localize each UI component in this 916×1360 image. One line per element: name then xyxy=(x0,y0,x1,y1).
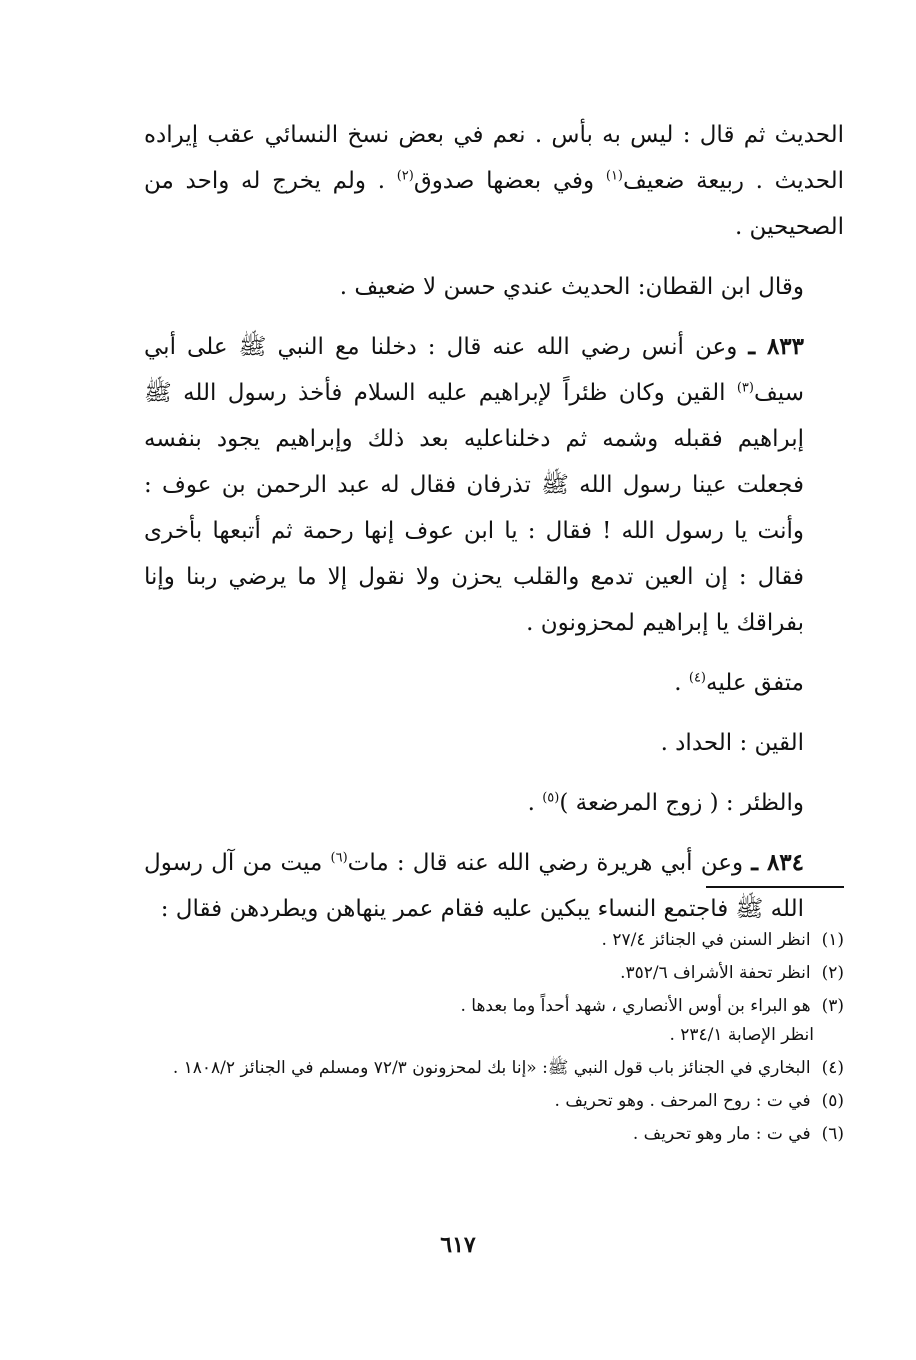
takhrij-text: . xyxy=(674,670,689,696)
paragraph-text: . ولم يخرج له واحد من الصحيحين . xyxy=(144,168,844,240)
page-number: ٦١٧ xyxy=(440,1232,476,1258)
footnote-number: (٢) xyxy=(821,963,844,983)
footnote-2 xyxy=(144,959,844,988)
gloss-text: والظئر : ( زوج المرضعة ) xyxy=(559,790,804,816)
hadith-text: وعن أنس رضي الله عنه قال : دخلنا مع النبي ﷺ على أبي سيف xyxy=(144,334,804,406)
footnote-ref-5: (٥) xyxy=(542,790,560,806)
footnote-number: (١) xyxy=(821,930,844,950)
takhrij-text: متفق عليه xyxy=(706,670,804,696)
hadith-text: ميت من آل رسول الله ﷺ فاجتمع النساء يبكين عليه فقام عمر ينهاهن ويطردهن فقال : xyxy=(144,850,804,922)
footnote-3 xyxy=(144,992,844,1050)
main-text xyxy=(144,112,844,932)
footnote-number: (٣) xyxy=(821,996,844,1016)
footnote-text: في ت : روح المرحف . وهو تحريف . xyxy=(554,1091,811,1111)
footnote-number: (٦) xyxy=(821,1124,844,1144)
gloss-qayn: القين : الحداد . xyxy=(660,730,804,756)
gloss-text: . xyxy=(527,790,543,816)
footnote-5 xyxy=(144,1087,844,1116)
footnote-number: (٤) xyxy=(821,1058,844,1078)
hadith-number: ٨٣٤ ـ xyxy=(751,849,804,876)
footnote-1 xyxy=(144,926,844,955)
footnote-ref-6: (٦) xyxy=(330,850,348,866)
footnote-text: هو البراء بن أوس الأنصاري ، شهد أحداً وما بعدها . xyxy=(460,996,811,1016)
footnote-continuation: انظر الإصابة ٢٣٤/١ . xyxy=(669,1025,814,1045)
hadith-text: القين وكان ظئراً لإبراهيم عليه السلام فأخذ رسول الله ﷺ إبراهيم فقبله وشمه ثم دخلناعليه بعد ذلك وإبراهيم يجود بنفسه فجعلت عينا رسول الله ﷺ تذرفان فقال له عبد الرحمن بن عوف : وأنت يا رسول الله ! فقال : يا ابن عوف إنها رحمة ثم أتبعها بأخرى فقال : إن العين تدمع والقلب يحزن ولا نقول إلا ما يرضي ربنا وإنا بفراقك يا إبراهيم لمحزونون . xyxy=(144,380,804,636)
footnote-text: انظر السنن في الجنائز ٢٧/٤ . xyxy=(601,930,811,950)
hadith-text: وعن أبي هريرة رضي الله عنه قال : مات xyxy=(347,850,752,876)
footnote-ref-3: (٣) xyxy=(736,380,754,396)
footnote-6 xyxy=(144,1120,844,1149)
hadith-833 xyxy=(144,324,844,646)
footnote-text: انظر تحفة الأشراف ٣٥٢/٦. xyxy=(620,963,811,983)
footnote-ref-2: (٢) xyxy=(396,168,414,184)
ibn-al-qattan-remark: وقال ابن القطان: الحديث عندي حسن لا ضعيف . xyxy=(339,274,804,300)
footnote-divider xyxy=(706,886,844,888)
hadith-number: ٨٣٣ ـ xyxy=(748,333,804,360)
footnote-ref-1: (١) xyxy=(605,168,623,184)
gloss-zi2r xyxy=(144,780,844,826)
footnote-number: (٥) xyxy=(821,1091,844,1111)
paragraph-text: الحديث ثم قال : ليس به بأس . نعم في بعض نسخ النسائي عقب إيراده الحديث . ربيعة ضعيف xyxy=(144,122,844,194)
footnotes xyxy=(144,926,844,1153)
footnote-ref-4: (٤) xyxy=(688,670,706,686)
takhrij-line xyxy=(144,660,844,706)
footnote-text: البخاري في الجنائز باب قول النبي ﷺ: «إنا بك لمحزونون ٧٢/٣ ومسلم في الجنائز ١٨٠٨/٢ . xyxy=(172,1058,811,1078)
paragraph-continuation xyxy=(144,112,844,250)
footnote-text: في ت : مار وهو تحريف . xyxy=(632,1124,811,1144)
footnote-4 xyxy=(144,1054,844,1083)
paragraph-text: وفي بعضها صدوق xyxy=(413,168,606,194)
